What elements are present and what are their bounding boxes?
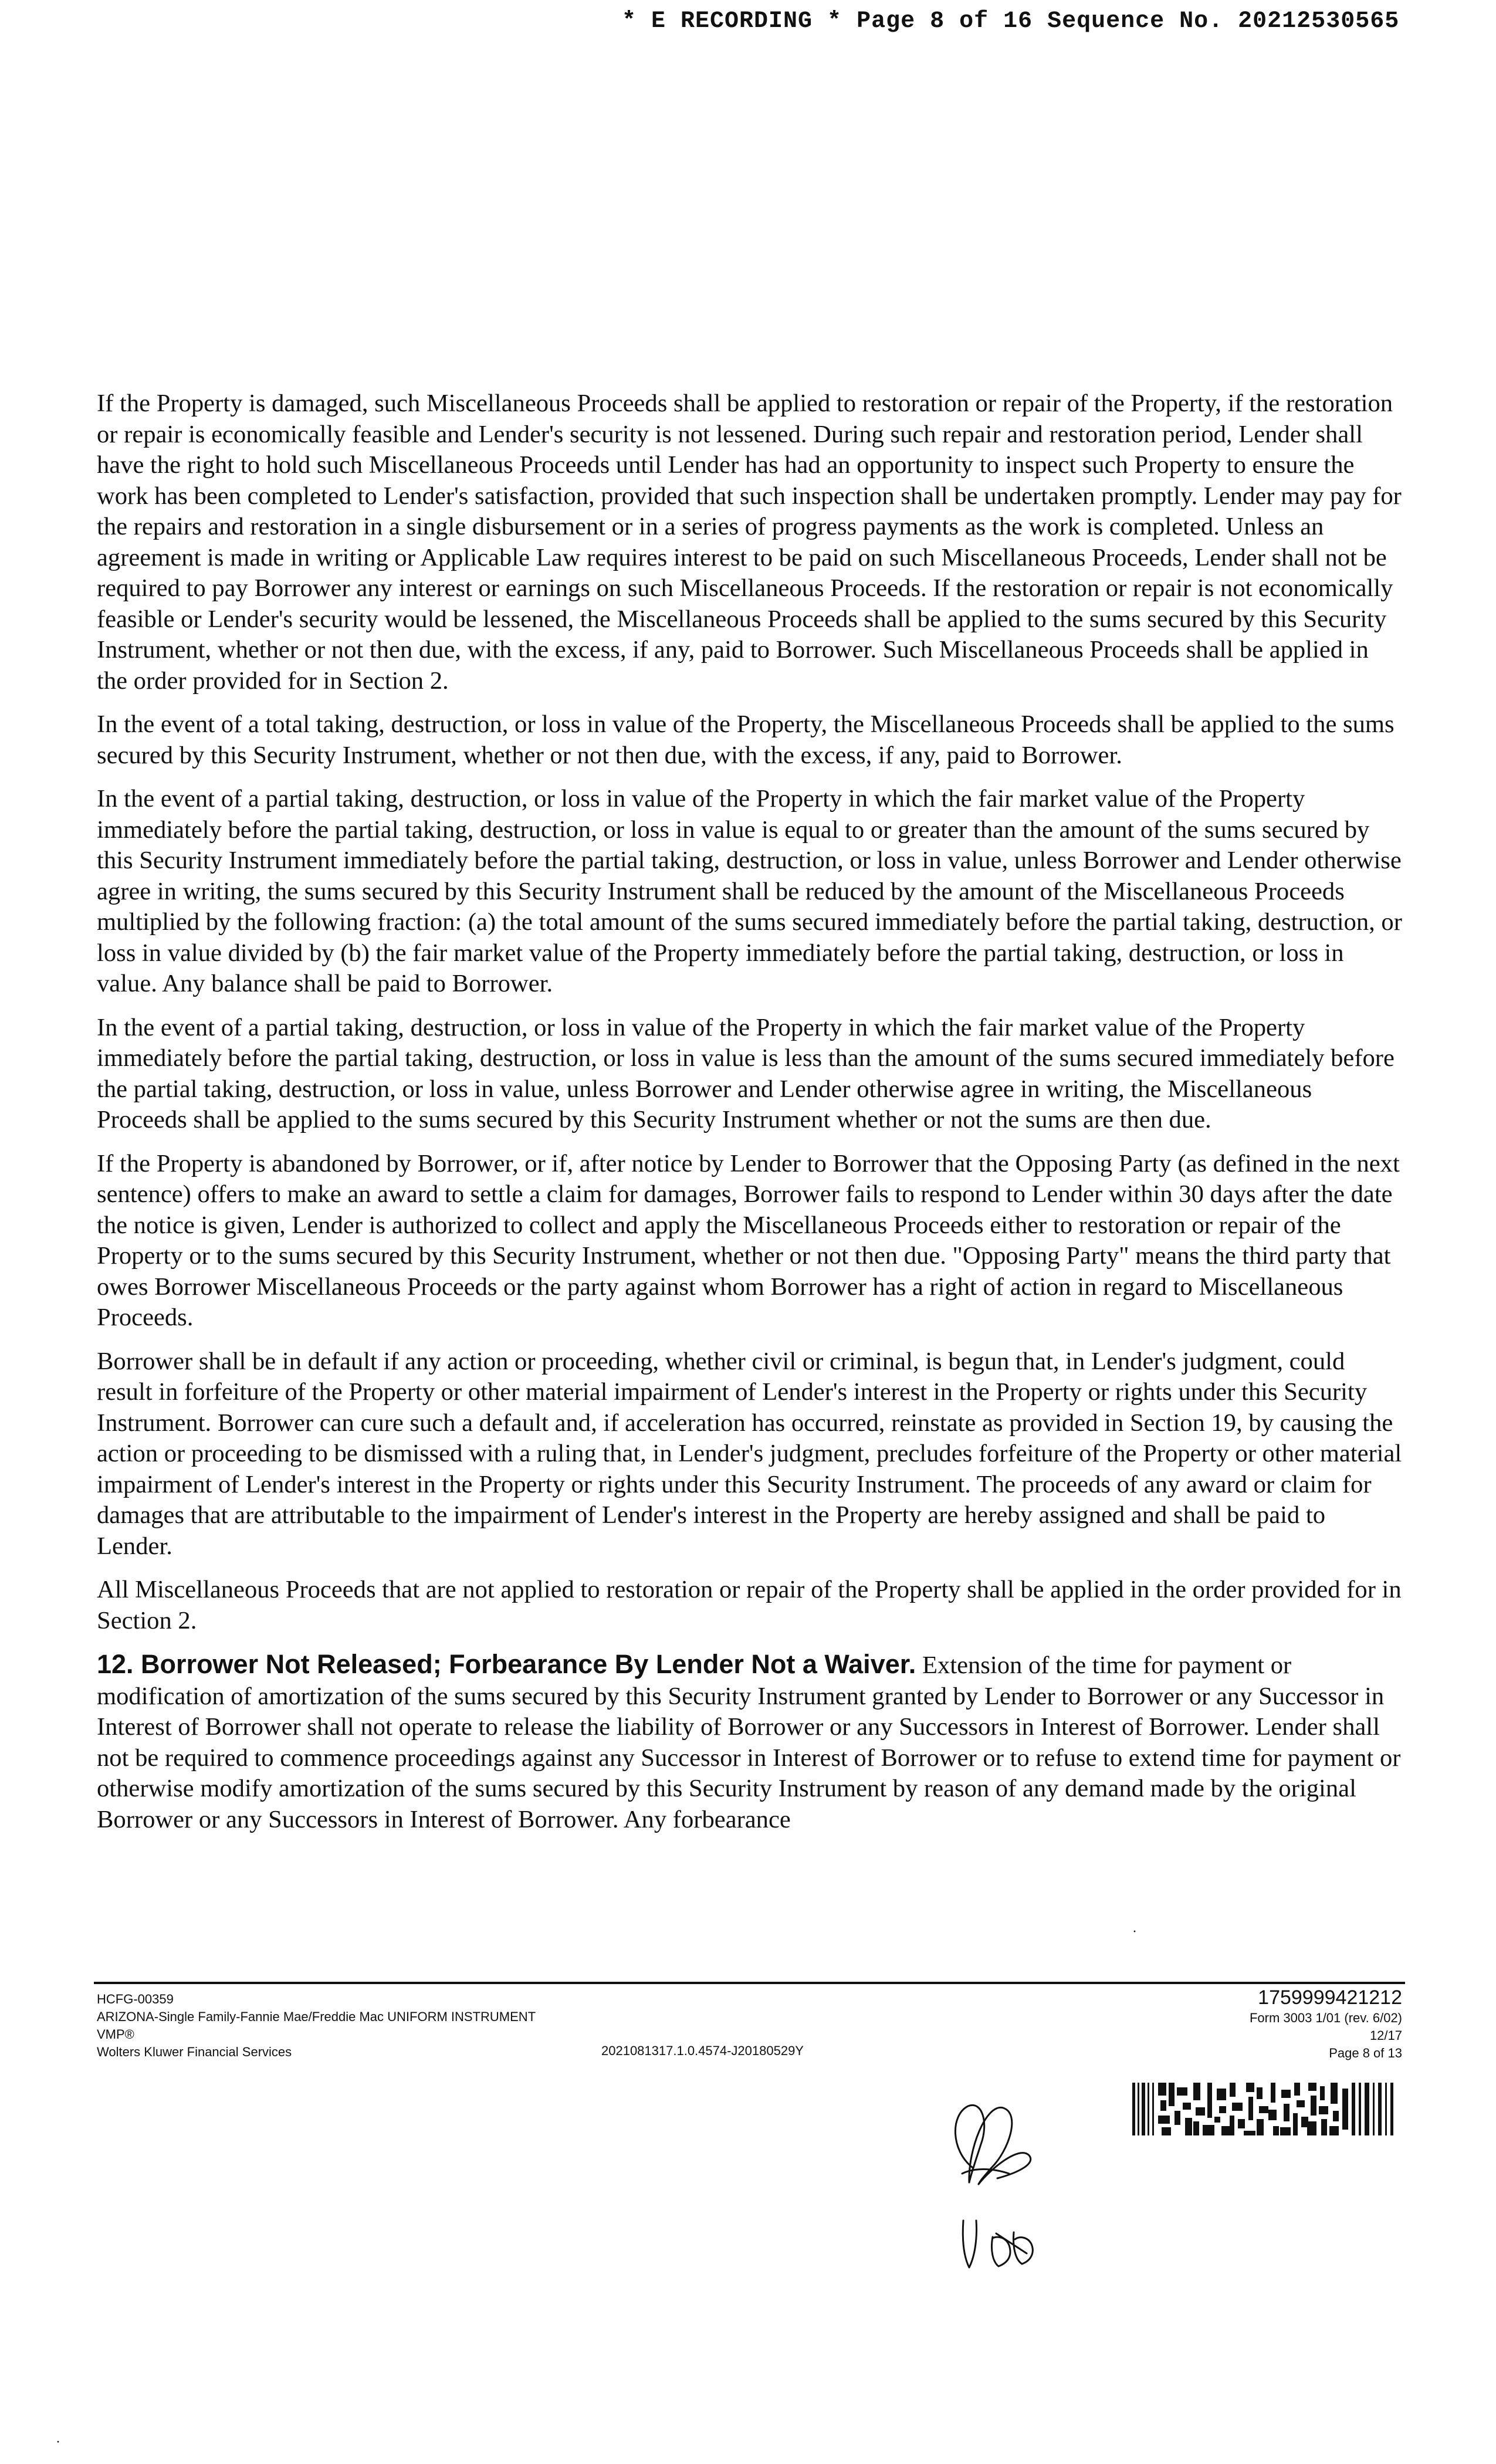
margin-mark: · [56,2435,60,2450]
form-number: Form 3003 1/01 (rev. 6/02) [1249,2011,1402,2025]
footer-left [97,1991,683,2061]
recording-header: * E RECORDING * Page 8 of 16 Sequence No. 20212530565 [622,8,1400,35]
vmp-mark: VMP® [97,2027,134,2042]
loan-number: 1759999421212 [1258,1986,1402,2009]
document-body [97,388,1405,1848]
paragraph-abandonment: If the Property is abandoned by Borrower, or if, after notice by Lender to Borrower that the Opposing Party (as defined in the next sentence) offers to make an award to settle a claim for damages, Borrower fails to respond to Lender within 30 days after the date the notice is given, Lender is authorized to collect and apply the Miscellaneous Proceeds either to restoration or repair of the Property or to the sums secured by this Security Instrument, whether or not then due. "Opposing Party" means the third party that owes Borrower Miscellaneous Proceeds or the party against whom Borrower has a right of action in regard to Miscellaneous Proceeds. [97,1149,1400,1331]
section-12 [97,1649,1405,1835]
paragraph-partial-taking-greater: In the event of a partial taking, destruction, or loss in value of the Property in which the fair market value of the Property immediately before the partial taking, destruction, or loss in value is equal to or greater than the amount of the sums secured by this Security Instrument immediately before the partial taking, destruction, or loss in value, unless Borrower and Lender otherwise agree in writing, the sums secured by this Security Instrument shall be reduced by the amount of the Miscellaneous Proceeds multiplied by the following fraction: (a) the total amount of the sums secured immediately before the partial taking, destruction, or loss in value divided by (b) the fair market value of the Property immediately before the partial taking, destruction, or loss in value. Any balance shall be paid to Borrower. [97,785,1402,997]
scan-dot: · [1132,1924,1137,1940]
paragraph-repair-restoration: If the Property is damaged, such Miscellaneous Proceeds shall be applied to restoration or repair of the Property, if the restoration or repair is economically feasible and Lender's security is not lessened. During such repair and restoration period, Lender shall have the right to hold such Miscellaneous Proceeds until Lender has had an opportunity to inspect such Property to ensure the work has been completed to Lender's satisfaction, provided that such inspection shall be undertaken promptly. Lender may pay for the repairs and restoration in a single disbursement or in a series of progress payments as the work is completed. Unless an agreement is made in writing or Applicable Law requires interest to be paid on such Miscellaneous Proceeds, Lender shall not be required to pay Borrower any interest or earnings on such Miscellaneous Proceeds. If the restoration or repair is not economically feasible or Lender's security would be lessened, the Miscellaneous Proceeds shall be applied to the sums secured by this Security Instrument, whether or not then due, with the excess, if any, paid to Borrower. Such Miscellaneous Proceeds shall be applied in the order provided for in Section 2. [97,390,1402,695]
section-12-text: Extension of the time for payment or modification of amortization of the sums secured by this Security Instrument granted by Lender to Borrower or any Successor in Interest of Borrower shall not operate to release the liability of Borrower or any Successors in Interest of Borrower. Lender shall not be required to commence proceedings against any Successor in Interest of Borrower or to refuse to extend time for payment or otherwise modify amortization of the sums secured by this Security Instrument by reason of any demand made by the original Borrower or any Successors in Interest of Borrower. Any forbearance [97,1651,1401,1833]
publisher: Wolters Kluwer Financial Services [97,2045,292,2059]
paragraph-default-forfeiture: Borrower shall be in default if any action or proceeding, whether civil or criminal, is begun that, in Lender's judgment, could result in forfeiture of the Property or other material impairment of Lender's interest in the Property or rights under this Security Instrument. Borrower can cure such a default and, if acceleration has occurred, reinstate as provided in Section 19, by causing the action or proceeding to be dismissed with a ruling that, in Lender's judgment, precludes forfeiture of the Property or other material impairment of Lender's interest in the Property or rights under this Security Instrument. The proceeds of any award or claim for damages that are attributable to the impairment of Lender's interest in the Property are hereby assigned and shall be paid to Lender. [97,1347,1402,1560]
barcode-icon [1132,2083,1396,2135]
paragraph-all-proceeds: All Miscellaneous Proceeds that are not applied to restoration or repair of the Property shall be applied in the order provided for in Section 2. [97,1576,1402,1634]
page-of: Page 8 of 13 [1329,2046,1402,2060]
handwritten-initials-icon [927,2080,1079,2273]
footer-divider [94,1982,1405,1984]
revision-date: 12/17 [1369,2028,1402,2043]
paragraph-total-taking: In the event of a total taking, destruction, or loss in value of the Property, the Miscellaneous Proceeds shall be applied to the sums secured by this Security Instrument, whether or not then due, with the excess, if any, paid to Borrower. [97,710,1395,769]
form-code: HCFG-00359 [97,1992,174,2006]
footer-right [1112,1986,1402,2062]
paragraph-partial-taking-less: In the event of a partial taking, destruction, or loss in value of the Property in which the fair market value of the Property immediately before the partial taking, destruction, or loss in value is less than the amount of the sums secured immediately before the partial taking, destruction, or loss in value, unless Borrower and Lender otherwise agree in writing, the Miscellaneous Proceeds shall be applied to the sums secured by this Security Instrument whether or not the sums are then due. [97,1013,1395,1133]
doc-id: 2021081317.1.0.4574-J20180529Y [601,2043,804,2058]
section-12-heading: 12. Borrower Not Released; Forbearance By Lender Not a Waiver. [97,1649,916,1679]
instrument-title: ARIZONA-Single Family-Fannie Mae/Freddie Mac UNIFORM INSTRUMENT [97,2009,536,2024]
